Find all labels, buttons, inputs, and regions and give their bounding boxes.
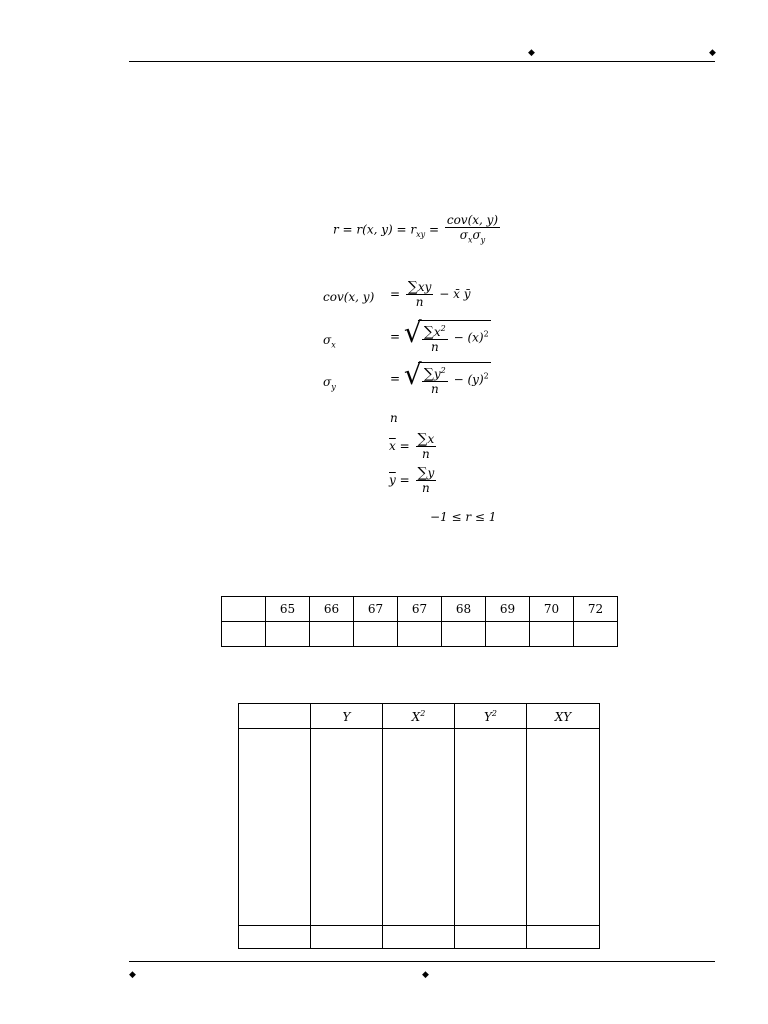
footer-bullet-1: ◆ (129, 970, 136, 980)
table-header: Y (311, 704, 383, 729)
sigma-y-label: $\sigma_y$ (323, 375, 336, 392)
table-cell: 72 (574, 597, 618, 622)
sigma-x-label: $\sigma_x$ (323, 333, 336, 350)
sigma-y-sqrt: √ $\frac{\sum y^2}{n}$ − $(y)^2$ (403, 358, 489, 396)
table-cell: 67 (354, 597, 398, 622)
table-header: XY (527, 704, 600, 729)
header-rule (129, 61, 715, 62)
cov-label: cov(x, y) (323, 290, 375, 304)
footer-rule (129, 961, 715, 962)
formula-lhs-sub: xy (416, 230, 426, 240)
table-cell (222, 597, 266, 622)
table-cell (398, 622, 442, 647)
table-cell (455, 926, 527, 949)
table-cell: 69 (486, 597, 530, 622)
cov-definition: = $\frac{\sum xy}{n}$ − x̄ ȳ (390, 279, 471, 309)
table-cell (354, 622, 398, 647)
formula-lhs: r = r(x, y) = r (333, 222, 417, 237)
computation-table (238, 703, 600, 949)
formula-eq: = (425, 222, 443, 237)
xbar-definition: $\overline{x}$ = $\frac{\sum x}{n}$ (389, 431, 435, 461)
table-cell (222, 622, 266, 647)
correlation-range: −1 ≤ r ≤ 1 (430, 510, 497, 524)
header-bullet-2: ◆ (709, 48, 716, 58)
table-cell (311, 729, 383, 926)
footer-bullet-2: ◆ (422, 970, 429, 980)
table-cell (383, 729, 455, 926)
table-cell (239, 926, 311, 949)
formula-numerator: cov(x, y) (446, 213, 499, 227)
sigma-x-definition: = √ $\frac{\sum x^2}{n}$ − $(x)^2$ (390, 316, 489, 354)
table-cell: 67 (398, 597, 442, 622)
sigma-x-sqrt: √ $\frac{\sum x^2}{n}$ − $(x)^2$ (403, 316, 489, 354)
correlation-formula (333, 213, 502, 247)
table-header: $Y^2$ (455, 704, 527, 729)
table-cell: 65 (266, 597, 310, 622)
table-cell (574, 622, 618, 647)
table-header: $X^2$ (383, 704, 455, 729)
table-cell (239, 729, 311, 926)
table-cell: 66 (310, 597, 354, 622)
table-cell (310, 622, 354, 647)
data-table (221, 596, 618, 647)
table-cell (486, 622, 530, 647)
n-label: n (390, 411, 398, 425)
table-header (239, 704, 311, 729)
table-cell (530, 622, 574, 647)
table-cell (311, 926, 383, 949)
table-cell: 70 (530, 597, 574, 622)
formula-fraction (445, 213, 500, 247)
table-cell (527, 729, 600, 926)
table-cell: 68 (442, 597, 486, 622)
ybar-definition: $\overline{y}$ = $\frac{\sum y}{n}$ (389, 465, 435, 495)
table-cell (383, 926, 455, 949)
sigma-y-definition: = √ $\frac{\sum y^2}{n}$ − $(y)^2$ (390, 358, 489, 396)
table-cell (266, 622, 310, 647)
table-cell (527, 926, 600, 949)
table-cell (455, 729, 527, 926)
table-cell (442, 622, 486, 647)
formula-denominator: $\sigma_x\sigma_y$ (445, 227, 500, 247)
header-bullet-1: ◆ (528, 48, 535, 58)
cov-fraction: $\frac{\sum xy}{n}$ (407, 279, 432, 309)
